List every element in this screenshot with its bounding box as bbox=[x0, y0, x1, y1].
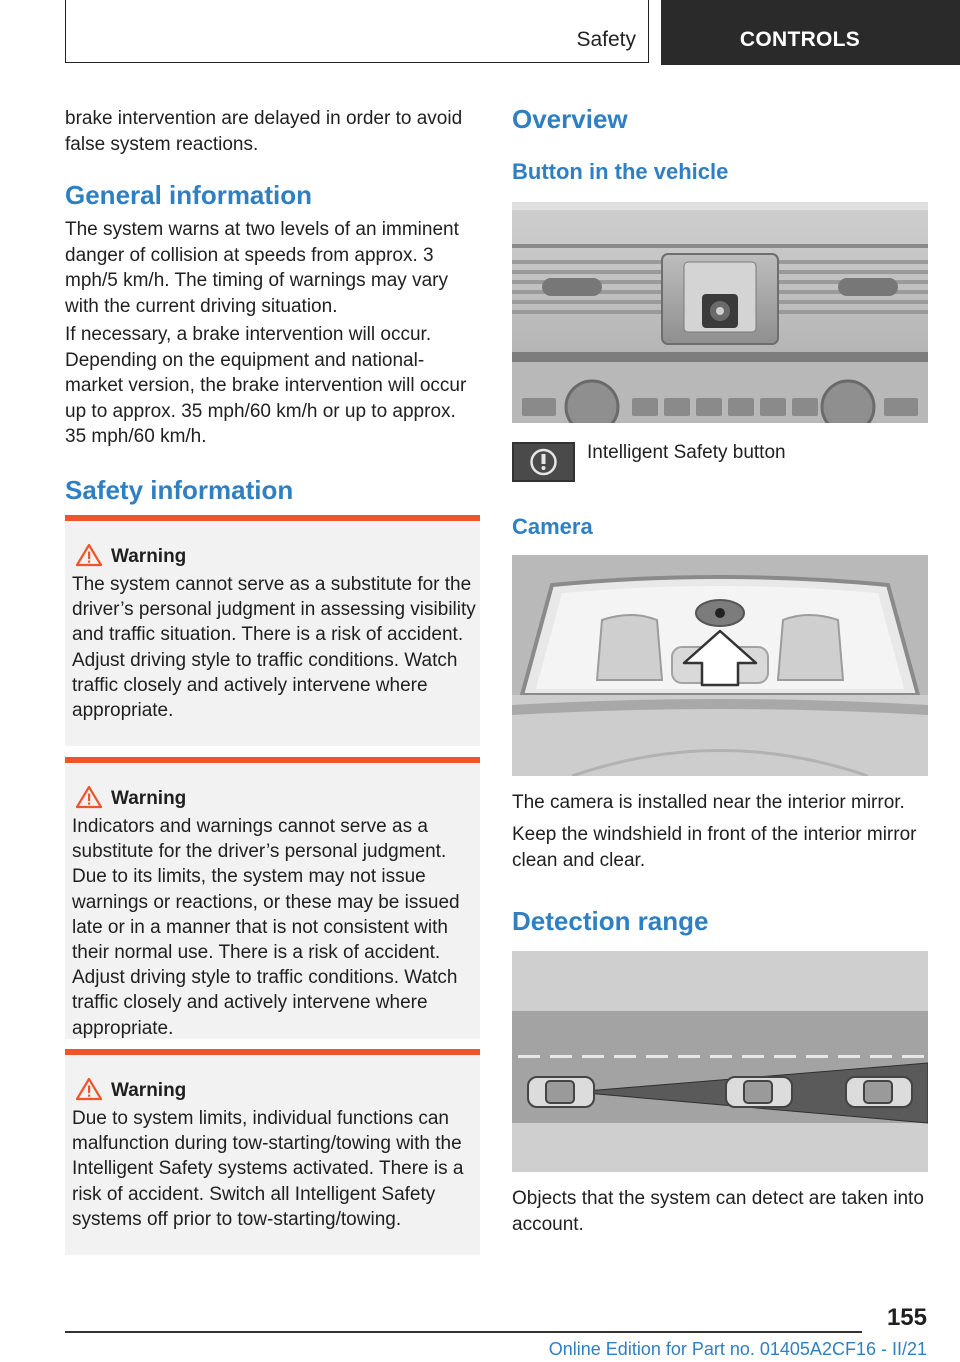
footer-edition: Online Edition for Part no. 01405A2CF16 - II/21 bbox=[548, 1339, 927, 1359]
intelligent-safety-button-icon bbox=[512, 442, 575, 482]
warning-text: Indicators and warnings cannot serve as a substitute for the driver’s personal judgment. Due to its limits, the system may not issue warnings or reactions, or these may be issued late or in a manner that is not consistent with their normal use. There is a risk of accident. Adjust driving style to traffic conditions. Watch traffic closely and actively intervene where appropriate. bbox=[72, 816, 460, 1039]
warning-title: Warning bbox=[111, 788, 187, 809]
warning-triangle-icon bbox=[75, 1077, 103, 1101]
dashboard-button-illustration bbox=[512, 202, 928, 423]
button-caption: Intelligent Safety button bbox=[587, 442, 786, 463]
page-number: 155 bbox=[886, 1304, 927, 1331]
header-tab-controls[interactable]: CONTROLS bbox=[739, 28, 861, 51]
warning-text: Due to system limits, individual functions can malfunction during tow-starting/towing with the Intelligent Safety systems activated. There is a risk of accident. Switch all Intelligent Safety systems off prior to tow-starting/towing. bbox=[72, 1108, 464, 1230]
detection-range-heading: Detection range bbox=[512, 906, 709, 936]
general-paragraph-1: The system warns at two levels of an imminent danger of collision at speeds from approx. 3 mph/5 km/h. The timing of warnings may vary with the current driving situation. bbox=[65, 219, 459, 317]
warning-triangle-icon bbox=[75, 543, 103, 567]
warning-triangle-icon bbox=[75, 785, 103, 809]
warning-title: Warning bbox=[111, 546, 187, 567]
warning-title: Warning bbox=[111, 1080, 187, 1101]
warning-box-1 bbox=[65, 515, 480, 746]
header-frame bbox=[65, 0, 649, 63]
button-in-vehicle-heading: Button in the vehicle bbox=[512, 159, 729, 184]
detection-range-illustration bbox=[512, 951, 928, 1172]
safety-information-heading: Safety information bbox=[65, 475, 294, 505]
camera-illustration bbox=[512, 555, 928, 776]
camera-paragraph-2: Keep the windshield in front of the interior mirror clean and clear. bbox=[512, 824, 917, 871]
footer-divider bbox=[65, 1331, 862, 1333]
general-paragraph-2: If necessary, a brake intervention will occur. Depending on the equipment and national-market version, the brake intervention will occur up to approx. 35 mph/60 km/h or up to approx. 35 mph/60 km/h. bbox=[65, 324, 467, 448]
general-information-heading: General information bbox=[65, 180, 313, 210]
intro-paragraph: brake intervention are delayed in order to avoid false system reactions. bbox=[65, 108, 463, 155]
detection-paragraph: Objects that the system can detect are taken into account. bbox=[512, 1188, 924, 1235]
warning-box-2 bbox=[65, 757, 480, 1039]
overview-heading: Overview bbox=[512, 104, 628, 134]
header-section-label: Safety bbox=[576, 28, 636, 51]
camera-paragraph-1: The camera is installed near the interior mirror. bbox=[512, 792, 905, 813]
warning-box-3 bbox=[65, 1049, 480, 1255]
warning-text: The system cannot serve as a substitute for the driver’s personal judgment in assessing visibility and traffic situation. There is a risk of accident. Adjust driving style to traffic conditions. Watch traffic closely and actively intervene where appropriate. bbox=[72, 574, 476, 722]
camera-heading: Camera bbox=[512, 514, 593, 539]
